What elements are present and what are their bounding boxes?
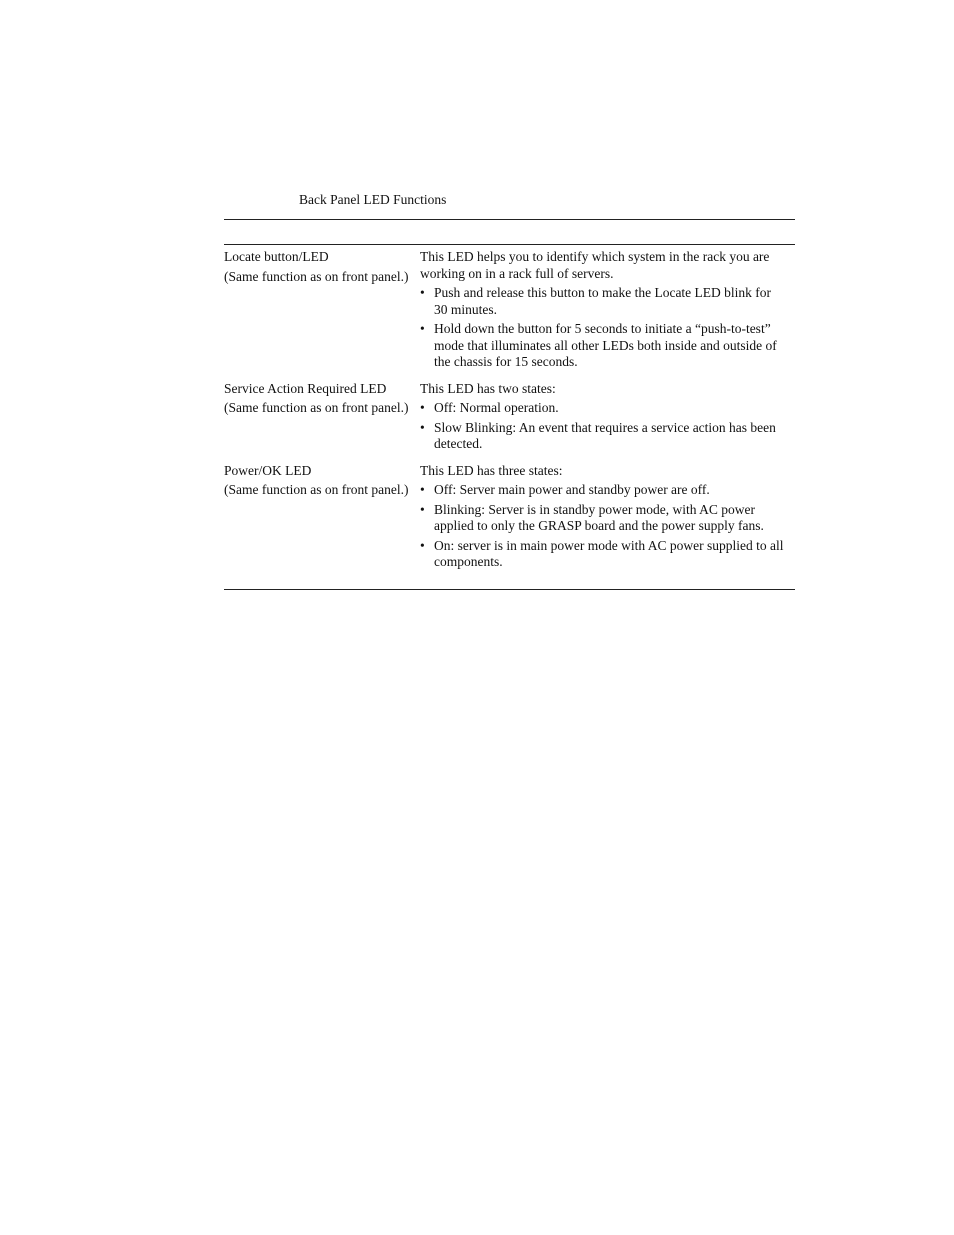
list-item-text: Hold down the button for 5 seconds to initiate a “push-to-test” mode that illuminates all other LEDs both inside and outside of the chassis for 15 seconds. (434, 321, 777, 369)
led-subnote: (Same function as on front panel.) (224, 268, 409, 284)
list-item (420, 502, 785, 535)
led-subnote: (Same function as on front panel.) (224, 482, 409, 497)
bullet-icon: • (420, 321, 425, 336)
list-item-text: On: server is in main power mode with AC power supplied to all components. (434, 537, 784, 569)
led-name-cell (224, 463, 420, 574)
led-subnote: (Same function as on front panel.) (224, 400, 409, 415)
list-item-text: Push and release this button to make the Locate LED blink for 30 minutes. (434, 285, 772, 317)
led-description-intro: This LED has three states: (420, 462, 563, 478)
led-description-cell (420, 249, 795, 374)
table-header-rule (224, 244, 795, 245)
list-item (420, 285, 785, 318)
led-name-cell (224, 249, 420, 374)
led-name: Locate button/LED (224, 249, 329, 264)
bullet-icon: • (420, 501, 425, 517)
list-item (420, 321, 785, 371)
table-bottom-rule (224, 589, 795, 590)
led-description-intro: This LED helps you to identify which system in the rack you are working on in a rack full of servers. (420, 249, 770, 281)
led-description-bullets (420, 285, 785, 371)
table-row (224, 249, 795, 374)
table-row (224, 463, 795, 574)
led-description-cell (420, 463, 795, 574)
led-functions-table (224, 249, 795, 581)
led-description-bullets (420, 482, 785, 571)
list-item (420, 400, 785, 417)
table-row (224, 381, 795, 456)
led-description-bullets (420, 400, 785, 453)
led-name: Service Action Required LED (224, 380, 387, 396)
bullet-icon: • (420, 537, 425, 553)
list-item (420, 420, 785, 453)
list-item (420, 482, 785, 499)
bullet-icon: • (420, 419, 425, 435)
led-name-cell (224, 381, 420, 456)
bullet-icon: • (420, 482, 425, 497)
table-top-rule (224, 219, 795, 220)
led-description-cell (420, 381, 795, 456)
table-caption: Back Panel LED Functions (299, 192, 447, 207)
list-item-text: Blinking: Server is in standby power mode, with AC power applied to only the GRASP board and the power supply fans. (434, 501, 764, 533)
list-item-text: Off: Server main power and standby power are off. (434, 482, 710, 497)
list-item-text: Off: Normal operation. (434, 400, 559, 415)
led-name: Power/OK LED (224, 462, 312, 478)
list-item (420, 538, 785, 571)
bullet-icon: • (420, 285, 425, 300)
bullet-icon: • (420, 400, 425, 415)
led-description-intro: This LED has two states: (420, 380, 556, 396)
list-item-text: Slow Blinking: An event that requires a service action has been detected. (434, 419, 776, 451)
